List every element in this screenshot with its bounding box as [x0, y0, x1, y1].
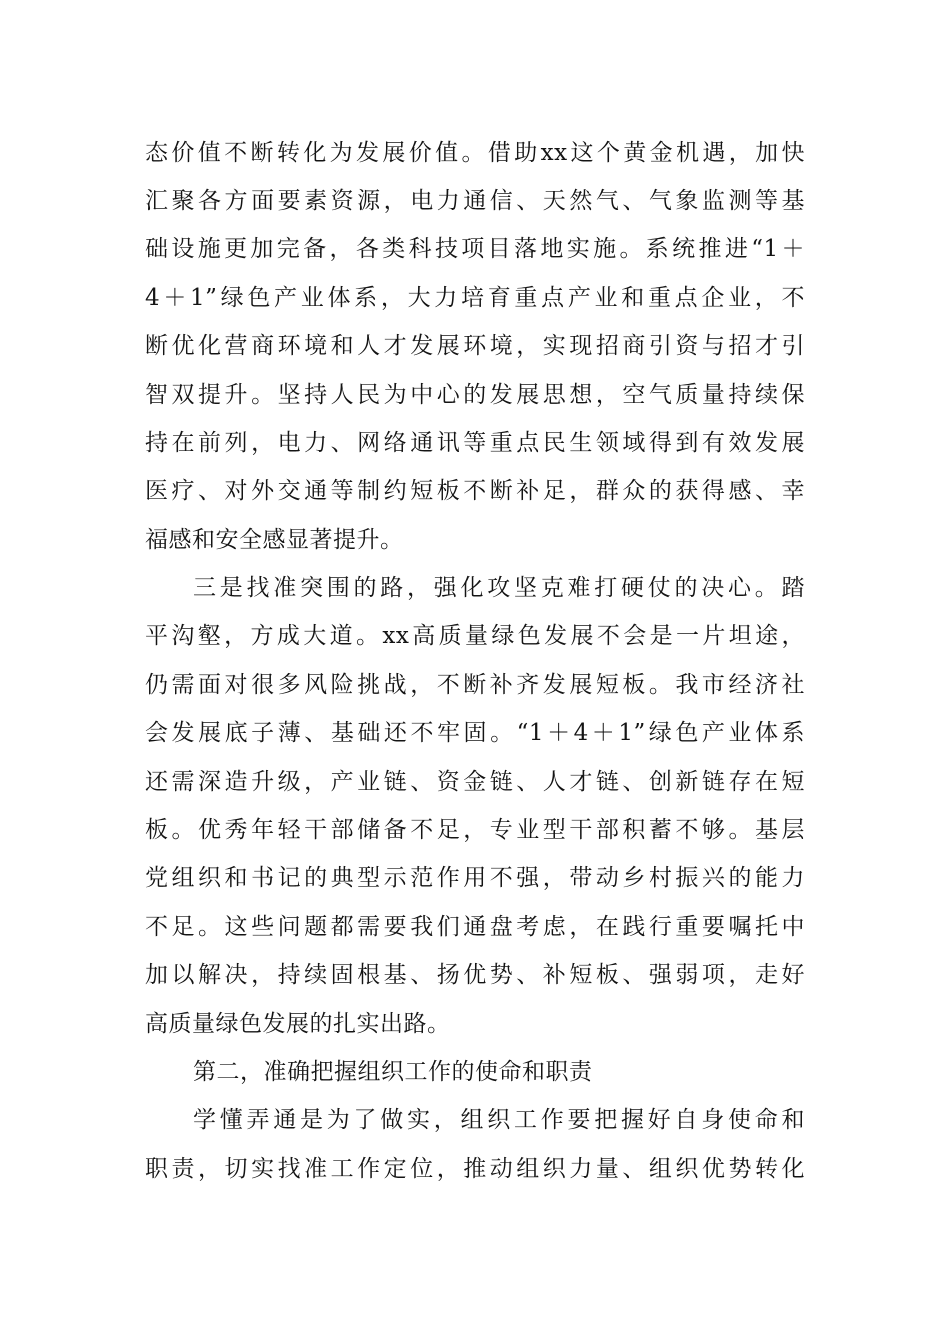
- body-text-line: 4＋1”绿色产业体系，大力培育重点产业和重点企业，不: [145, 285, 805, 311]
- body-text-line: 高质量绿色发展的扎实出路。: [145, 1011, 451, 1037]
- body-text-line: 板。优秀年轻干部储备不足，专业型干部积蓄不够。基层: [145, 817, 805, 843]
- body-text-line: 平沟壑，方成大道。xx高质量绿色发展不会是一片坦途，: [145, 623, 805, 649]
- body-text-line: 还需深造升级，产业链、资金链、人才链、创新链存在短: [145, 769, 805, 795]
- body-text-line: 汇聚各方面要素资源，电力通信、天然气、气象监测等基: [145, 188, 805, 214]
- body-text-line: 医疗、对外交通等制约短板不断补足，群众的获得感、幸: [145, 478, 805, 504]
- paragraph-first-line: 三是找准突围的路，强化攻坚克难打硬仗的决心。踏: [193, 575, 805, 601]
- section-heading: 第二，准确把握组织工作的使命和职责: [193, 1059, 593, 1085]
- body-text-line: 职责，切实找准工作定位，推动组织力量、组织优势转化: [145, 1156, 805, 1182]
- body-text-line: 态价值不断转化为发展价值。借助xx这个黄金机遇，加快: [145, 140, 805, 166]
- paragraph-first-line: 学懂弄通是为了做实，组织工作要把握好自身使命和: [193, 1107, 805, 1133]
- body-text-line: 仍需面对很多风险挑战，不断补齐发展短板。我市经济社: [145, 672, 805, 698]
- body-text-line: 智双提升。坚持人民为中心的发展思想，空气质量持续保: [145, 382, 805, 408]
- body-text-line: 不足。这些问题都需要我们通盘考虑，在践行重要嘱托中: [145, 914, 805, 940]
- body-text-line: 断优化营商环境和人才发展环境，实现招商引资与招才引: [145, 333, 805, 359]
- body-text-line: 会发展底子薄、基础还不牢固。“1＋4＋1”绿色产业体系: [145, 720, 805, 746]
- body-text-line: 加以解决，持续固根基、扬优势、补短板、强弱项，走好: [145, 962, 805, 988]
- body-text-line: 持在前列，电力、网络通讯等重点民生领域得到有效发展: [145, 430, 805, 456]
- body-text-line: 础设施更加完备，各类科技项目落地实施。系统推进“1＋: [145, 236, 805, 262]
- body-text-line: 福感和安全感显著提升。: [145, 527, 404, 553]
- body-text-line: 党组织和书记的典型示范作用不强，带动乡村振兴的能力: [145, 865, 805, 891]
